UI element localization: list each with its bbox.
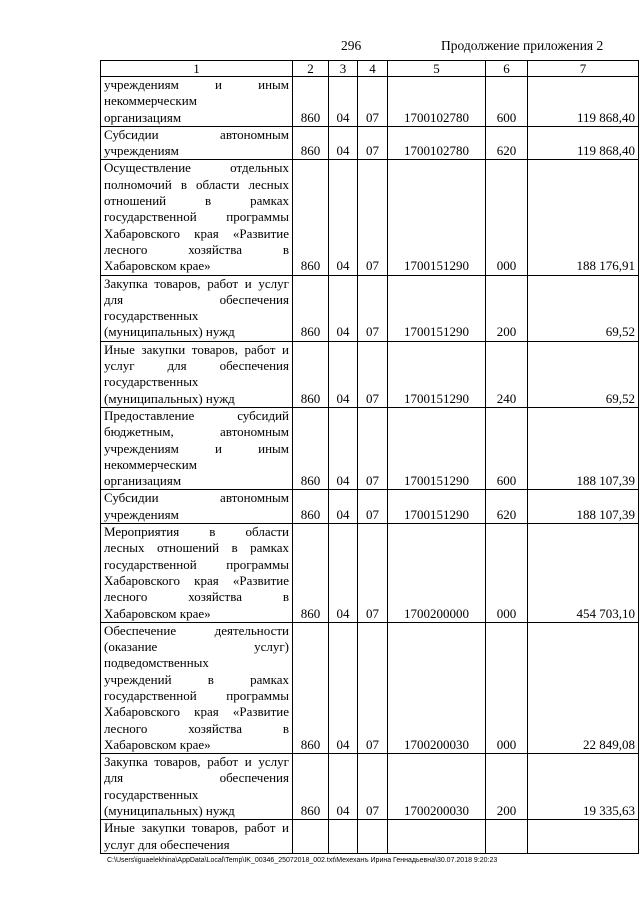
subsection-cell: 07 [358,524,388,623]
row-name-line: Хабаровского края «Развитие [104,704,289,720]
row-name-line: лесного хозяйства в [104,589,289,605]
table-row [101,622,639,753]
row-name-line: Мероприятия в области [104,524,289,540]
amount-cell [528,820,639,854]
row-name-line: государственной программы [104,209,289,225]
section-cell: 04 [329,160,358,275]
row-name-line: лесного хозяйства в [104,241,289,257]
column-header-3: 3 [329,61,358,77]
table-body [101,77,639,854]
subsection-cell: 07 [358,341,388,407]
amount-cell: 19 335,63 [528,754,639,820]
row-name-line: государственной программы [104,687,289,703]
expense-type-cell: 600 [486,407,528,489]
row-name-line: Субсидии автономным [104,490,289,506]
row-name-line: учреждениям и иным [104,440,289,456]
row-name-line: государственных [104,374,199,390]
column-header-4: 4 [358,61,388,77]
section-cell: 04 [329,622,358,753]
column-header-2: 2 [293,61,329,77]
ministry-code-cell: 860 [293,622,329,753]
file-path-footer: C:\Users\iguaelekhina\AppData\Local\Temp\IK_00346_25072018_002.txt\Мехеханъ Ирина Геннадьевна\30.07.2018 9:20:23 [107,857,498,864]
row-name-cell [101,754,293,820]
row-name-cell [101,341,293,407]
row-name-cell [101,622,293,753]
row-name-line: Закупка товаров, работ и услуг [104,275,289,291]
expense-type-cell: 620 [486,126,528,160]
column-header-6: 6 [486,61,528,77]
row-name-line: учреждениям [104,506,179,522]
row-name-line: для обеспечения [104,291,289,307]
row-name-cell [101,275,293,341]
target-article-cell: 1700151290 [388,160,486,275]
target-article-cell [388,820,486,854]
row-name-line: (муниципальных) нужд [104,803,235,819]
row-name-line: подведомственных [104,655,209,671]
subsection-cell: 07 [358,160,388,275]
section-cell: 04 [329,275,358,341]
table-row [101,341,639,407]
expense-type-cell: 620 [486,490,528,524]
row-name-line: учреждениям и иным [104,77,289,92]
row-name-line: государственной программы [104,556,289,572]
subsection-cell [358,820,388,854]
row-name-line: услуг для обеспечения [104,358,289,374]
row-name-line: для обеспечения [104,770,289,786]
target-article-cell: 1700151290 [388,341,486,407]
row-name-line: Обеспечение деятельности [104,622,289,638]
table-row [101,820,639,854]
row-name-line: лесных отношений в рамках [104,540,289,556]
column-header-5: 5 [388,61,486,77]
expense-type-cell: 000 [486,160,528,275]
section-cell: 04 [329,524,358,623]
row-name-line: организациям [104,473,182,489]
table-row [101,490,639,524]
amount-cell: 188 176,91 [528,160,639,275]
expense-type-cell: 000 [486,622,528,753]
row-name-line: Хабаровском крае» [104,258,211,274]
section-cell: 04 [329,77,358,127]
row-name-line: Хабаровском крае» [104,605,211,621]
row-name-line: учреждениям [104,143,179,159]
amount-cell: 69,52 [528,275,639,341]
expense-type-cell: 240 [486,341,528,407]
subsection-cell: 07 [358,754,388,820]
row-name-cell [101,524,293,623]
target-article-cell: 1700151290 [388,407,486,489]
ministry-code-cell: 860 [293,407,329,489]
amount-cell: 119 868,40 [528,126,639,160]
ministry-code-cell: 860 [293,754,329,820]
row-name-cell [101,126,293,160]
section-cell: 04 [329,407,358,489]
row-name-line: учреждений в рамках [104,671,289,687]
row-name-cell [101,160,293,275]
row-name-cell [101,490,293,524]
row-name-line: (муниципальных) нужд [104,324,235,340]
expense-type-cell: 000 [486,524,528,623]
table-row [101,77,639,127]
row-name-line: Осуществление отдельных [104,160,289,176]
subsection-cell: 07 [358,622,388,753]
subsection-cell: 07 [358,126,388,160]
ministry-code-cell: 860 [293,524,329,623]
section-cell: 04 [329,126,358,160]
table-row [101,160,639,275]
target-article-cell: 1700200030 [388,754,486,820]
amount-cell: 119 868,40 [528,77,639,127]
section-cell: 04 [329,754,358,820]
expense-type-cell: 200 [486,754,528,820]
row-name-line: отношений в рамках [104,193,289,209]
subsection-cell: 07 [358,407,388,489]
expense-type-cell [486,820,528,854]
row-name-cell [101,820,293,854]
ministry-code-cell: 860 [293,77,329,127]
ministry-code-cell [293,820,329,854]
row-name-line: полномочий в области лесных [104,176,289,192]
row-name-cell [101,77,293,127]
row-name-line: государственных [104,786,199,802]
target-article-cell: 1700151290 [388,275,486,341]
header-row [101,61,639,77]
section-cell [329,820,358,854]
amount-cell: 69,52 [528,341,639,407]
row-name-line: Хабаровского края «Развитие [104,572,289,588]
subsection-cell: 07 [358,490,388,524]
section-cell: 04 [329,341,358,407]
table-row [101,524,639,623]
row-name-line: Иные закупки товаров, работ и [104,820,289,836]
row-name-line: лесного хозяйства в [104,720,289,736]
expense-type-cell: 600 [486,77,528,127]
budget-table [100,60,639,854]
target-article-cell: 1700151290 [388,490,486,524]
row-name-line: организациям [104,109,182,125]
row-name-cell [101,407,293,489]
ministry-code-cell: 860 [293,275,329,341]
row-name-line: бюджетным, автономным [104,424,289,440]
column-header-1: 1 [101,61,293,77]
subsection-cell: 07 [358,275,388,341]
ministry-code-cell: 860 [293,490,329,524]
row-name-line: Хабаровского края «Развитие [104,225,289,241]
page-number: 296 [341,38,362,53]
amount-cell: 188 107,39 [528,490,639,524]
row-name-line: некоммерческим [104,456,197,472]
row-name-line: Хабаровском крае» [104,736,211,752]
section-cell: 04 [329,490,358,524]
row-name-line: Иные закупки товаров, работ и [104,341,289,357]
row-name-line: некоммерческим [104,93,197,109]
table-row [101,754,639,820]
table-row [101,407,639,489]
expense-type-cell: 200 [486,275,528,341]
continuation-caption: Продолжение приложения 2 [441,38,604,53]
table-row [101,126,639,160]
row-name-line: Субсидии автономным [104,126,289,142]
target-article-cell: 1700102780 [388,77,486,127]
amount-cell: 22 849,08 [528,622,639,753]
amount-cell: 188 107,39 [528,407,639,489]
row-name-line: государственных [104,308,199,324]
row-name-line: Закупка товаров, работ и услуг [104,754,289,770]
subsection-cell: 07 [358,77,388,127]
ministry-code-cell: 860 [293,341,329,407]
ministry-code-cell: 860 [293,126,329,160]
amount-cell: 454 703,10 [528,524,639,623]
row-name-line: (оказание услуг) [104,639,289,655]
row-name-line: услуг для обеспечения [104,836,230,852]
target-article-cell: 1700102780 [388,126,486,160]
target-article-cell: 1700200030 [388,622,486,753]
target-article-cell: 1700200000 [388,524,486,623]
table-row [101,275,639,341]
row-name-line: Предоставление субсидий [104,407,289,423]
column-header-7: 7 [528,61,639,77]
row-name-line: (муниципальных) нужд [104,390,235,406]
ministry-code-cell: 860 [293,160,329,275]
